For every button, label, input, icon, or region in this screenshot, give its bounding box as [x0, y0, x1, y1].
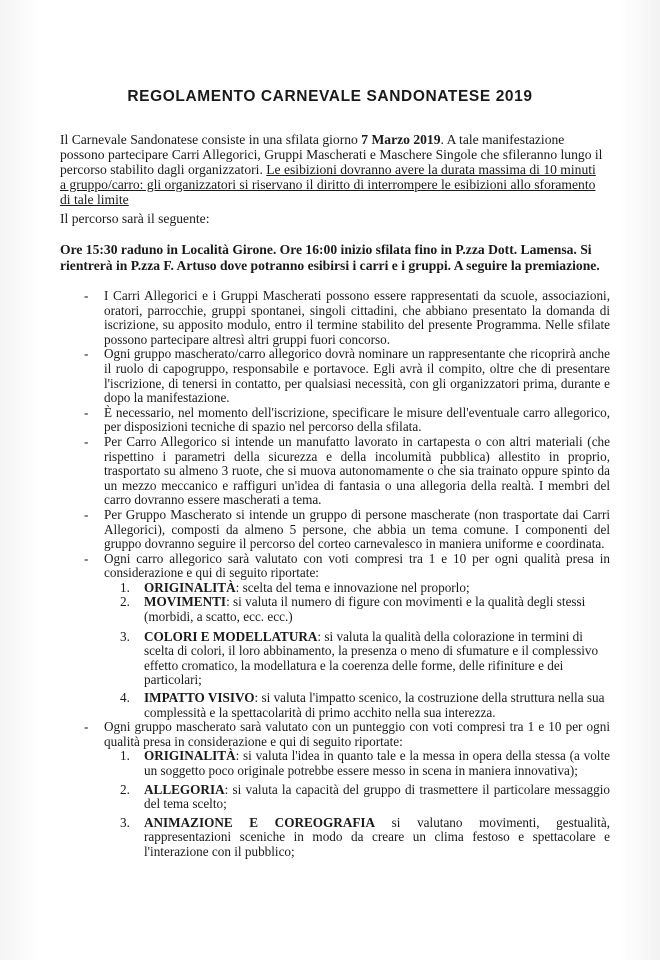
gruppi-criteria-item — [60, 720, 610, 859]
bullet-dash: - — [84, 506, 89, 522]
carri-criteria-intro: Ogni carro allegorico sarà valutato con voti compresi tra 1 e 10 per ogni qualità presa in considerazione e qui di seguito riportate: — [104, 550, 610, 581]
criterion-number: 2. — [120, 594, 130, 610]
criterion-text: si valutano movimenti, gestualità, rappresentazioni sceniche in modo da creare un clima festoso e spettacolare e l'interazione con il pubblico; — [144, 814, 610, 859]
rule-text: Per Gruppo Mascherato si intende un gruppo di persone mascherate (non trasportate dai Carri Allegorici), composti da almeno 5 persone, che abbia un tema comune. I componenti del gruppo dovranno seguire il percorso del corteo carnevalesco in maniera uniforme e coordinata. — [104, 506, 610, 552]
rules-list — [60, 289, 610, 864]
criterion-number: 3. — [120, 628, 130, 644]
rule-item — [60, 435, 610, 508]
criterion-text: : si valuta il numero di figure con movimenti e la qualità degli stessi (morbidi, a scatto, ecc. ecc.) — [144, 594, 586, 625]
criterion-text: : scelta del tema e innovazione nel proporlo; — [235, 579, 470, 595]
criterion-keyword: MOVIMENTI — [144, 594, 227, 610]
rule-item — [60, 406, 610, 435]
criterion-text: : si valuta l'impatto scenico, la costruzione della struttura nella sua complessità e la spettacolarità di primo acchito nella sua interezza. — [144, 690, 605, 720]
criterion-item — [104, 783, 610, 812]
criterion-item — [104, 691, 610, 720]
bullet-dash: - — [84, 433, 89, 449]
bullet-dash: - — [84, 404, 89, 420]
criterion-keyword: IMPATTO VISIVO — [144, 690, 255, 706]
criterion-number: 1. — [120, 579, 130, 595]
criterion-number: 1. — [120, 748, 130, 764]
criterion-keyword: ORIGINALITÀ — [144, 748, 236, 764]
rule-text: I Carri Allegorici e i Gruppi Mascherati possono essere rappresentati da scuole, associazioni, oratori, parrocchie, gruppi spontanei, singoli cittadini, che abbiano presentato la domanda di iscrizione, su apposito modulo, entro il termine stabilito del presente Programma. Nelle sfilate possono partecipare altresì altri gruppi fuori concorso. — [104, 288, 610, 347]
criterion-number: 2. — [120, 781, 130, 797]
duration-rule: Le esibizioni dovranno avere la durata massima di 10 minuti a gruppo/carro: gli organizzatori si riservano il diritto di interrompere le esibizioni allo sforamento di tale limite — [60, 162, 596, 207]
route-intro: Il percorso sarà il seguente: — [60, 211, 210, 226]
bullet-dash: - — [84, 550, 89, 566]
page-title: REGOLAMENTO CARNEVALE SANDONATESE 2019 — [127, 88, 533, 105]
rule-text: È necessario, nel momento dell'iscrizione, specificare le misure dell'eventuale carro allegorico, per disposizioni tecniche di spazio nel percorso della sfilata. — [104, 404, 610, 435]
carri-criteria-item — [60, 552, 610, 721]
criterion-text: : si valuta la qualità della colorazione in termini di scelta di colori, il loro abbinamento, la presenza o meno di sfumature e il complessivo effetto cromatico, la modellatura e la coerenza delle forme, delle rifiniture e dei particolari; — [144, 628, 599, 688]
criterion-keyword: ALLEGORIA — [144, 781, 225, 797]
criterion-text: : si valuta la capacità del gruppo di trasmettere il particolare messaggio del tema scelto; — [144, 781, 610, 812]
carri-criteria-list — [104, 581, 610, 720]
gruppi-criteria-list — [104, 749, 610, 859]
criterion-text: : si valuta l'idea in quanto tale e la messa in opera della stessa (a volte un soggetto poco originale potrebbe essere messo in scena in maniera innovativa); — [144, 748, 610, 778]
intro-paragraph — [60, 132, 605, 207]
rule-text: Ogni gruppo mascherato/carro allegorico dovrà nominare un rappresentante che ricoprirà anche il ruolo di capogruppo, responsabile e portavoce. Egli avrà il compito, oltre che di presentare l'iscrizione, di tenersi in contatto, per qualsiasi necessità, con gli organizzatori prima, durante e dopo la manifestazione. — [104, 346, 610, 406]
gruppi-criteria-intro: Ogni gruppo mascherato sarà valutato con un punteggio con voti compresi tra 1 e 10 per ogni qualità presa in considerazione e qui di seguito riportate: — [104, 719, 610, 749]
rule-item — [60, 508, 610, 552]
criterion-item — [104, 581, 610, 596]
schedule-text: Ore 15:30 raduno in Località Girone. Ore 16:00 inizio sfilata fino in P.zza Dott. Lamensa. Si rientrerà in P.zza F. Artuso dove potranno esibirsi i carri e i gruppi. A seguire la premiazione. — [60, 242, 600, 273]
rule-item — [60, 289, 610, 347]
rule-text: Per Carro Allegorico si intende un manufatto lavorato in cartapesta o con altri materiali (che rispettino i parametri della sicurezza e della incolumità pubblica) allestito in proprio, trasportato su almeno 3 ruote, che si muova autonomamente o che sia trainato oppure spinto da un mezzo meccanico e raffiguri un'idea di fantasia o una allegoria della realtà. I membri del carro dovranno essere mascherati a tema. — [104, 433, 610, 508]
criterion-item — [104, 816, 610, 860]
bullet-dash: - — [84, 288, 89, 303]
criterion-number: 3. — [120, 814, 130, 830]
rule-item — [60, 347, 610, 405]
criterion-number: 4. — [120, 690, 130, 706]
criterion-keyword: ANIMAZIONE E COREOGRAFIA — [144, 814, 376, 830]
criterion-item — [104, 630, 610, 688]
bullet-dash: - — [84, 346, 89, 362]
event-date: 7 Marzo 2019 — [361, 132, 441, 147]
criterion-keyword: ORIGINALITÀ — [144, 579, 236, 595]
criterion-keyword: COLORI E MODELLATURA — [144, 628, 318, 644]
criterion-item — [104, 595, 610, 624]
bullet-dash: - — [84, 719, 89, 735]
criterion-item — [104, 749, 610, 778]
intro-text-a: Il Carnevale Sandonatese consiste in una sfilata giorno — [60, 132, 362, 147]
intro-text-b: . A tale manifestazione possono partecipare Carri Allegorici, Gruppi Mascherati e Maschere Singole che sfileranno lungo il percorso stabilito dagli organizzatori. — [60, 132, 603, 177]
